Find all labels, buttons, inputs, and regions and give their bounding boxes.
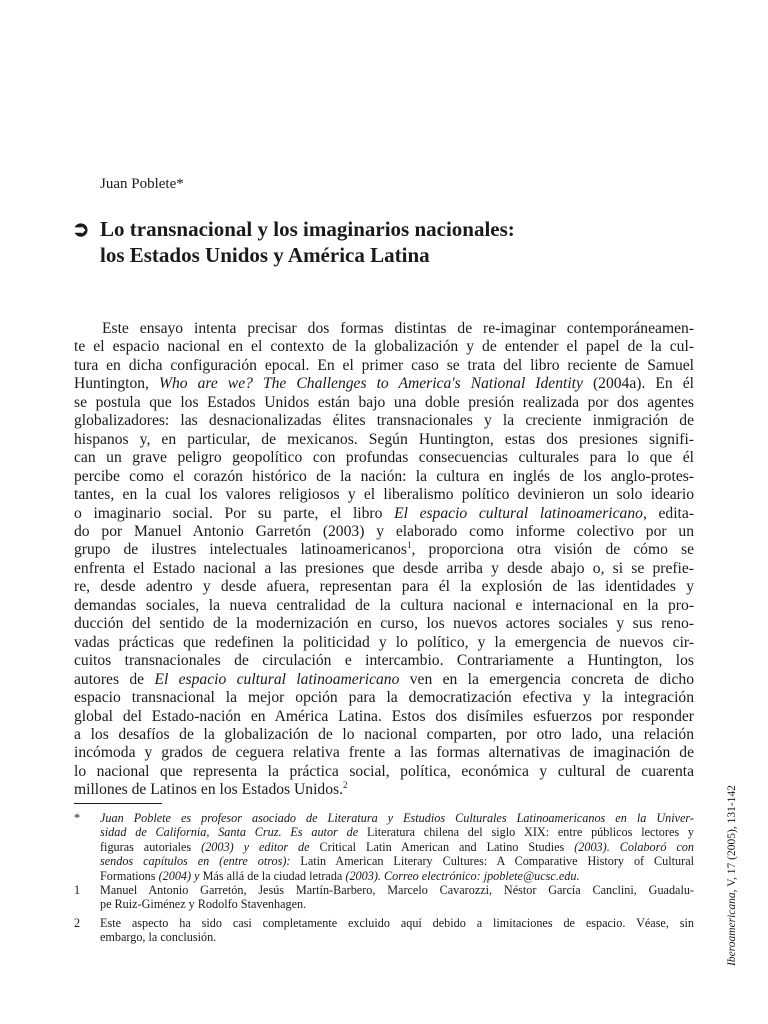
text-line: a los desafíos de la globalización de lo nacional comparten, por otro lado, una relación — [74, 725, 694, 743]
text-line: re, desde adentro y desde afuera, representan para él la explosión de las identidades y — [74, 578, 694, 596]
footnote-2 — [74, 916, 694, 945]
text-line: lo nacional que representa la práctica social, política, económica y cultural de cuarenta — [74, 762, 694, 780]
text-line: vadas prácticas que redefinen la politicidad y lo político, y la emergencia de nuevos cir- — [74, 633, 694, 651]
footnote-ref: 2 — [342, 780, 348, 791]
text-line: o imaginario social. Por su parte, el libro El espacio cultural latinoamericano, edita- — [74, 504, 694, 522]
text-line: cuitos transnacionales de circulación e intercambio. Contrariamente a Huntington, los — [74, 652, 694, 670]
footnote-mark: 2 — [74, 916, 81, 930]
text-line: grupo de ilustres intelectuales latinoamericanos$^1$, proporciona otra visión de cómo se — [74, 540, 694, 559]
footnote-mark: 1 — [74, 883, 81, 897]
journal-citation: , V, 17 (2005), 131-142 — [726, 785, 738, 893]
footnote-line: sendos capítulos en (entre otros): Latin American Literary Cultures: A Comparative History of Cultural — [100, 854, 694, 869]
footnote-line: pe Ruiz-Giménez y Rodolfo Stavenhagen. — [100, 897, 307, 912]
text-line: espacio transnacional la mejor opción para la democratización efectiva y la integración — [74, 689, 694, 707]
text-line: enfrenta el Estado nacional a las presiones que desde arriba y desde abajo o, si se prefie- — [74, 559, 694, 577]
text-line: do por Manuel Antonio Garretón (2003) y elaborado como informe colectivo por un — [74, 522, 694, 540]
book-title: El espacio cultural latinoamericano — [154, 670, 400, 688]
footnote-line: Manuel Antonio Garretón, Jesús Martín-Barbero, Marcelo Cavarozzi, Néstor García Canclini, Guadalu- — [100, 883, 694, 897]
text-line: se postula que los Estados Unidos están bajo una doble presión realizada por dos agentes — [74, 393, 694, 411]
text-line: incómoda y grados de ceguera relativa frente a las formas alternativas de imaginación de — [74, 744, 694, 762]
book-title: Who are we? The Challenges to America's National Identity — [158, 375, 583, 393]
footnote-separator — [74, 803, 162, 804]
text-line: tantes, en la cual los valores religiosos y el liberalismo político devinieron un solo ideario — [74, 486, 694, 504]
arrow-bullet-icon: ➲ — [72, 217, 90, 241]
text-line: autores de El espacio cultural latinoamericano ven en la emergencia concreta de dicho — [74, 670, 695, 688]
text-line: te el espacio nacional en el contexto de la globalización y de entender el papel de la cul- — [74, 338, 694, 356]
footnote-line: sidad de California, Santa Cruz. Es autor de Literatura chilena del siglo XIX: entre públicos lectores y — [100, 825, 695, 840]
footnote-line: Juan Poblete es profesor asociado de Literatura y Estudios Culturales Latinoamericanos en la Univer- — [100, 811, 694, 825]
text-line: Este ensayo intenta precisar dos formas distintas de re-imaginar contemporáneamen- — [102, 320, 694, 337]
text-line: percibe como el corazón histórico de la nación: la cultura en inglés de los anglo-protes- — [74, 467, 694, 485]
text-line: ducción del sentido de la modernización en curso, los nuevos actores sociales y sus reno- — [74, 615, 694, 633]
text-line: tura en dicha configuración epocal. En el primer caso se trata del libro reciente de Samuel — [74, 356, 694, 374]
body-paragraph — [74, 320, 694, 800]
text-line: hispanos y, en particular, de mexicanos. Según Huntington, estas dos presiones signifi- — [74, 430, 694, 448]
text-line: can un grave peligro geopolítico con profundas consecuencias culturales para lo que él — [74, 449, 694, 467]
text-line: global del Estado-nación en América Latina. Estos dos disímiles esfuerzos por responder — [74, 707, 694, 725]
footnote-line: Formations (2004) y Más allá de la ciudad letrada (2003). Correo electrónico: jpoblete@ucsc.edu. — [100, 868, 580, 883]
text-line: Huntington, Who are we? The Challenges to America's National Identity (2004a). En él — [74, 375, 694, 393]
book-title: El espacio cultural latinoamericano — [394, 504, 643, 522]
title-line: Lo transnacional y los imaginarios nacionales: — [100, 217, 515, 241]
author-name: Juan Poblete* — [100, 176, 184, 192]
footnote-line: figuras autoriales (2003) y editor de Critical Latin American and Latino Studies (2003). Colaboró con — [100, 839, 694, 854]
footnote-line: embargo, la conclusión. — [100, 930, 217, 945]
text-line: demandas sociales, la nueva centralidad de la cultura nacional e internacional en la pro- — [74, 596, 694, 614]
footnote-line: Este aspecto ha sido casi completamente excluido aquí debido a limitaciones de espacio. Véase, sin — [100, 916, 694, 930]
journal-running-head — [726, 785, 738, 966]
text-line: millones de Latinos en los Estados Unidos.$^2$ — [74, 780, 348, 799]
footnote-1 — [74, 883, 694, 912]
footnote-mark: * — [74, 811, 81, 825]
title-line: los Estados Unidos y América Latina — [100, 243, 430, 267]
footnote-ref: 1 — [406, 540, 412, 551]
footnote-author — [74, 811, 694, 883]
article-title — [72, 216, 712, 268]
journal-name: Iberoamericana — [726, 892, 738, 966]
text-line: globalizadores: las desnacionalizadas élites transnacionales y la creciente inmigración de — [74, 412, 694, 430]
